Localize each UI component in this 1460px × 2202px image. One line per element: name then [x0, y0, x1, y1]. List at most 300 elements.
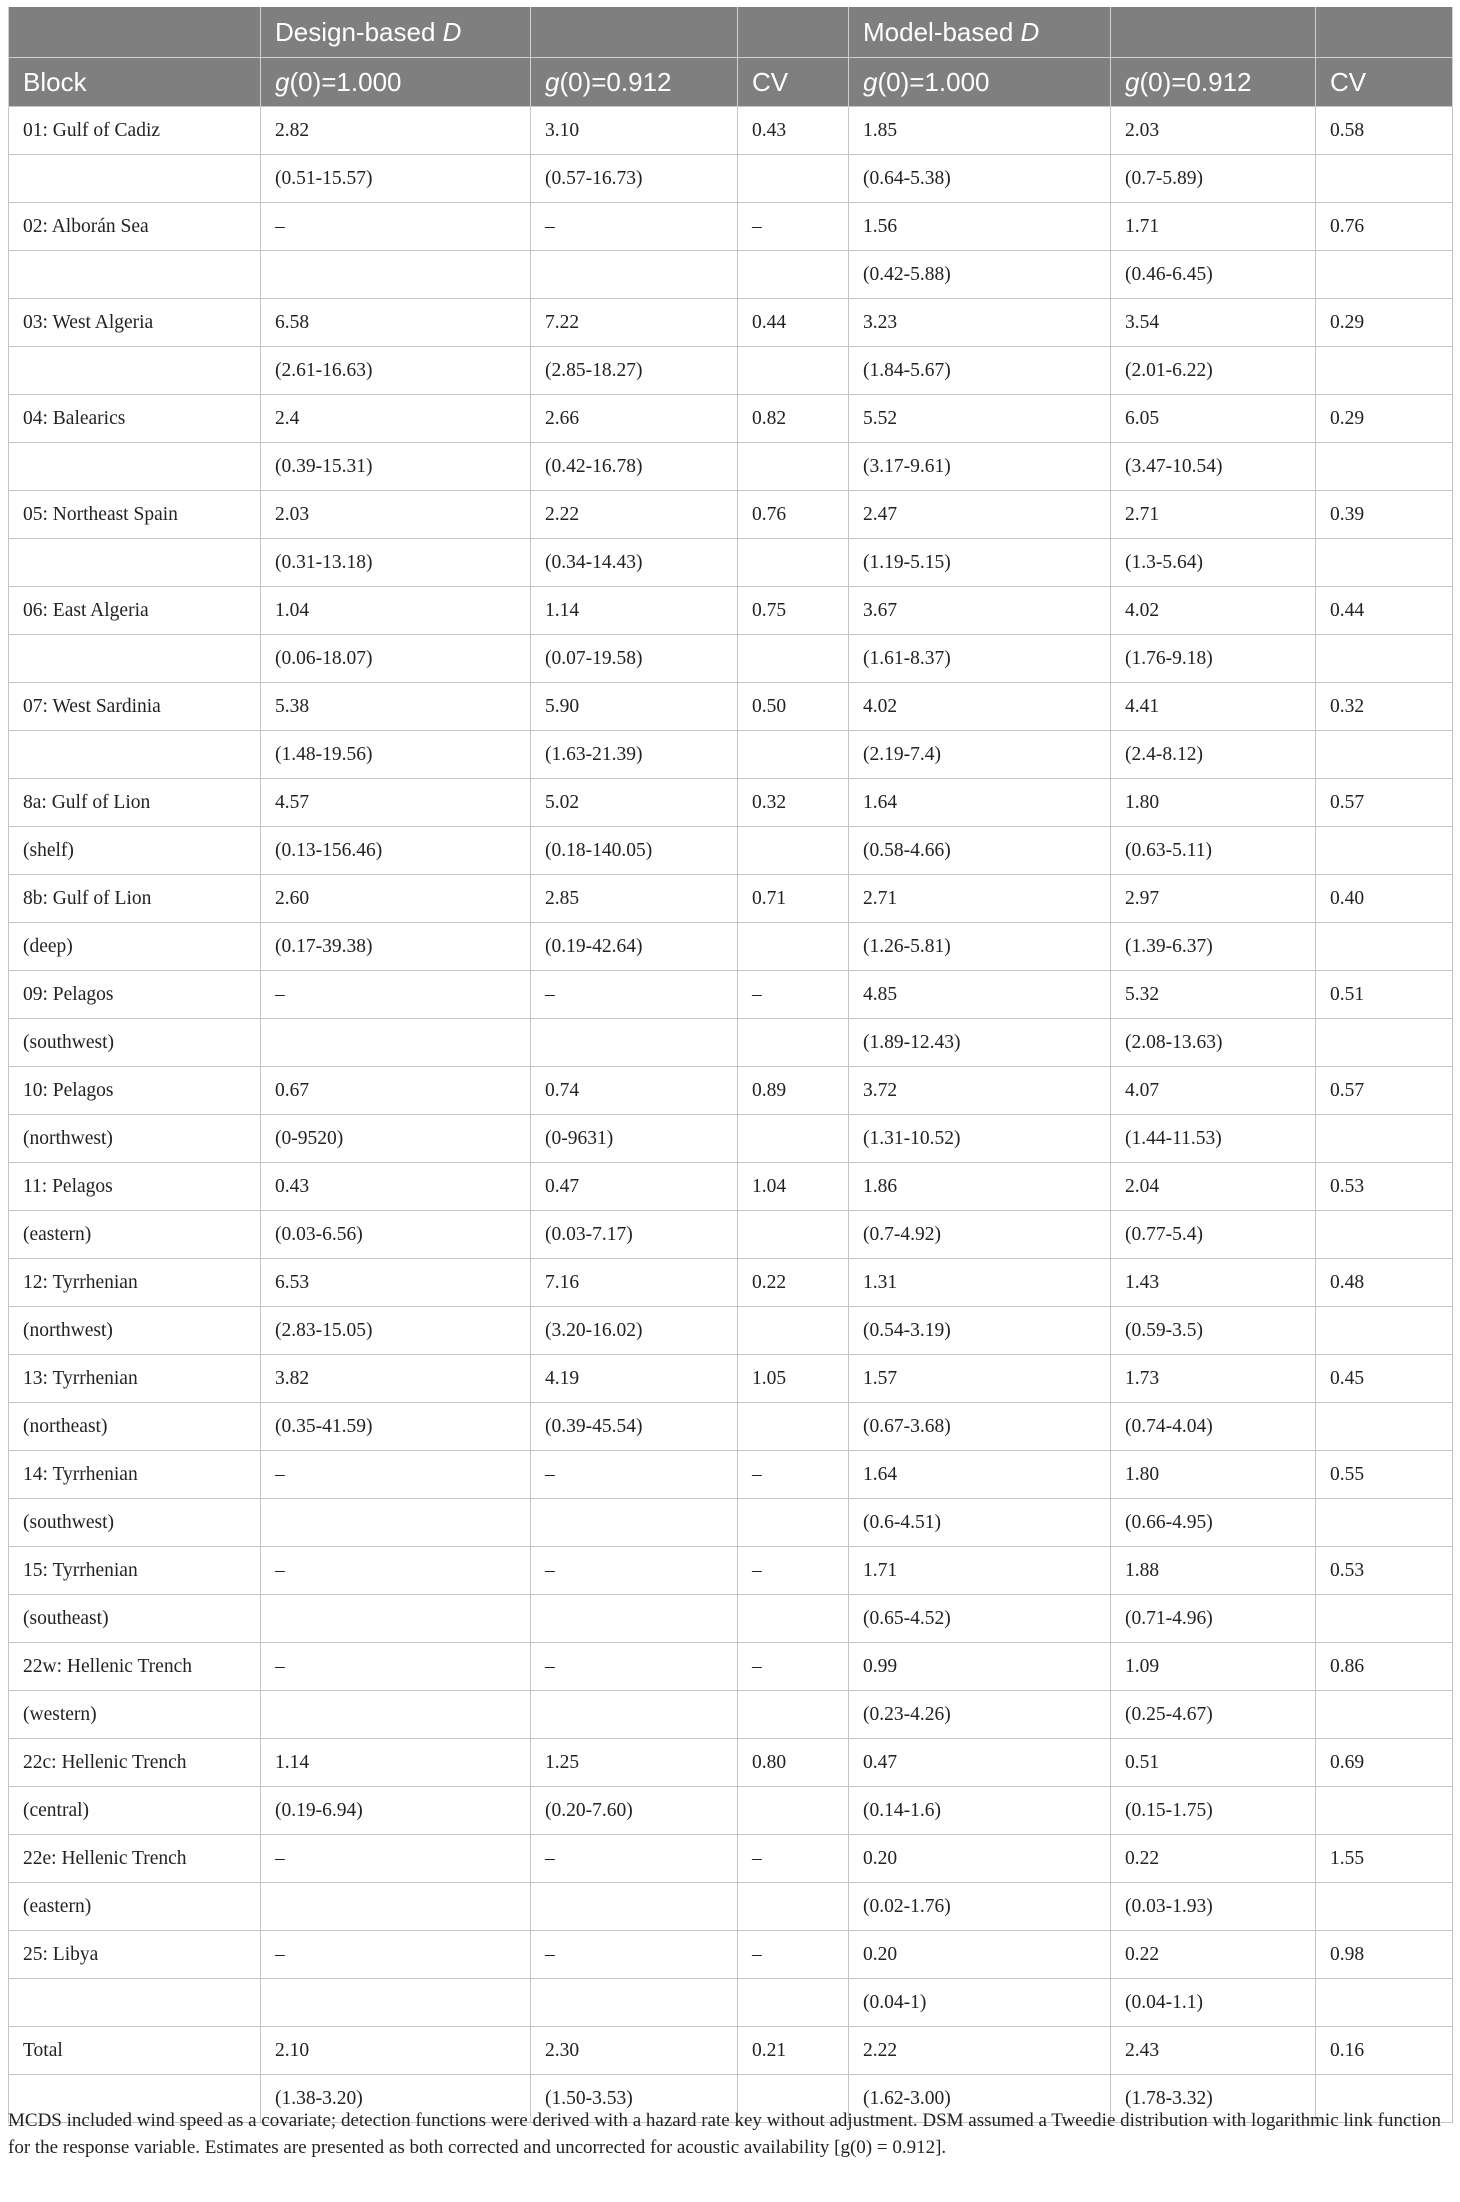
cell-design-cv: 0.32 — [738, 779, 849, 827]
cell-block: (northwest) — [9, 1307, 261, 1355]
cell-design-g1: (0.51-15.57) — [261, 155, 531, 203]
cell-design-g1: (1.48-19.56) — [261, 731, 531, 779]
cell-design-cv — [738, 1307, 849, 1355]
cell-model-cv — [1316, 539, 1453, 587]
cell-block: (southwest) — [9, 1019, 261, 1067]
cell-model-g2: 1.80 — [1111, 1451, 1316, 1499]
cell-design-g2: 3.10 — [531, 107, 738, 155]
cell-block: 07: West Sardinia — [9, 683, 261, 731]
cell-design-g2: 2.30 — [531, 2027, 738, 2075]
cell-model-g2: (0.25-4.67) — [1111, 1691, 1316, 1739]
cell-model-cv — [1316, 1211, 1453, 1259]
cell-design-cv — [738, 1115, 849, 1163]
table-row — [9, 491, 1453, 539]
cell-model-cv: 0.76 — [1316, 203, 1453, 251]
cell-design-g2: (0.19-42.64) — [531, 923, 738, 971]
cell-design-g1: 2.82 — [261, 107, 531, 155]
cell-model-cv — [1316, 1307, 1453, 1355]
cell-design-cv: – — [738, 971, 849, 1019]
cell-design-g1 — [261, 1019, 531, 1067]
cell-model-cv — [1316, 731, 1453, 779]
cell-design-g1 — [261, 1595, 531, 1643]
column-header-design-cv: CV — [738, 58, 849, 107]
cell-model-cv — [1316, 1691, 1453, 1739]
cell-model-g1: (1.84-5.67) — [849, 347, 1111, 395]
cell-design-g1: – — [261, 1547, 531, 1595]
group-header-model-based: Model-based D — [849, 7, 1111, 58]
cell-design-g1: 4.57 — [261, 779, 531, 827]
cell-model-g1: (1.61-8.37) — [849, 635, 1111, 683]
cell-design-cv — [738, 1019, 849, 1067]
cell-design-cv — [738, 635, 849, 683]
table-row — [9, 1499, 1453, 1547]
cell-block: 12: Tyrrhenian — [9, 1259, 261, 1307]
cell-model-g2: 2.43 — [1111, 2027, 1316, 2075]
cell-block: 15: Tyrrhenian — [9, 1547, 261, 1595]
cell-model-g2: (0.7-5.89) — [1111, 155, 1316, 203]
cell-model-g1: (0.14-1.6) — [849, 1787, 1111, 1835]
cell-design-g1: 6.58 — [261, 299, 531, 347]
cell-model-g2: (0.04-1.1) — [1111, 1979, 1316, 2027]
cell-model-cv — [1316, 1787, 1453, 1835]
cell-model-cv: 0.53 — [1316, 1163, 1453, 1211]
table-row — [9, 1547, 1453, 1595]
column-header-block: Block — [9, 58, 261, 107]
cell-model-g1: (0.7-4.92) — [849, 1211, 1111, 1259]
cell-design-g2: 0.47 — [531, 1163, 738, 1211]
cell-design-g1: 2.60 — [261, 875, 531, 923]
cell-design-g1: 0.67 — [261, 1067, 531, 1115]
cell-model-g1: (1.62-3.00) — [849, 2075, 1111, 2123]
group-header-block — [9, 7, 261, 58]
cell-model-g1: (0.04-1) — [849, 1979, 1111, 2027]
cell-design-g1 — [261, 1883, 531, 1931]
cell-design-g2: (0-9631) — [531, 1115, 738, 1163]
table-row — [9, 1403, 1453, 1451]
cell-design-g1: (2.83-15.05) — [261, 1307, 531, 1355]
cell-model-g1: 5.52 — [849, 395, 1111, 443]
cell-design-g2: – — [531, 1931, 738, 1979]
cell-design-g2: – — [531, 971, 738, 1019]
cell-design-g2: 0.74 — [531, 1067, 738, 1115]
table-row — [9, 203, 1453, 251]
cell-design-g2: 5.02 — [531, 779, 738, 827]
cell-design-cv: 0.44 — [738, 299, 849, 347]
cell-block: 25: Libya — [9, 1931, 261, 1979]
cell-model-g1: 1.64 — [849, 779, 1111, 827]
cell-model-g2: (0.46-6.45) — [1111, 251, 1316, 299]
cell-model-g1: 1.31 — [849, 1259, 1111, 1307]
cell-model-g1: (1.19-5.15) — [849, 539, 1111, 587]
table-row — [9, 875, 1453, 923]
cell-model-cv: 0.69 — [1316, 1739, 1453, 1787]
cell-design-cv: – — [738, 203, 849, 251]
table-row — [9, 731, 1453, 779]
cell-design-g1: (0-9520) — [261, 1115, 531, 1163]
cell-model-cv: 0.29 — [1316, 395, 1453, 443]
cell-model-g2: (1.3-5.64) — [1111, 539, 1316, 587]
cell-model-g2: (0.66-4.95) — [1111, 1499, 1316, 1547]
table-row — [9, 251, 1453, 299]
cell-design-g2 — [531, 1595, 738, 1643]
cell-model-g1: 1.71 — [849, 1547, 1111, 1595]
cell-model-g1: (0.23-4.26) — [849, 1691, 1111, 1739]
cell-design-g2: (0.18-140.05) — [531, 827, 738, 875]
cell-model-g2: 0.22 — [1111, 1835, 1316, 1883]
cell-model-cv — [1316, 827, 1453, 875]
cell-model-g2: 1.88 — [1111, 1547, 1316, 1595]
table-row — [9, 1451, 1453, 1499]
table-row — [9, 1595, 1453, 1643]
cell-model-cv: 0.45 — [1316, 1355, 1453, 1403]
cell-model-cv — [1316, 635, 1453, 683]
cell-model-g1: 1.85 — [849, 107, 1111, 155]
cell-model-g2: 2.04 — [1111, 1163, 1316, 1211]
column-header-model-cv: CV — [1316, 58, 1453, 107]
table-row — [9, 1691, 1453, 1739]
cell-model-cv: 0.53 — [1316, 1547, 1453, 1595]
table-row — [9, 1211, 1453, 1259]
cell-design-g1: 1.14 — [261, 1739, 531, 1787]
cell-model-g1: 3.23 — [849, 299, 1111, 347]
cell-block — [9, 731, 261, 779]
table-row — [9, 107, 1453, 155]
cell-block: (eastern) — [9, 1883, 261, 1931]
table-row — [9, 1739, 1453, 1787]
cell-model-cv: 0.16 — [1316, 2027, 1453, 2075]
cell-block: 03: West Algeria — [9, 299, 261, 347]
cell-design-g1: – — [261, 1835, 531, 1883]
cell-block: 8a: Gulf of Lion — [9, 779, 261, 827]
table-row — [9, 1019, 1453, 1067]
cell-design-g2: (3.20-16.02) — [531, 1307, 738, 1355]
table-row — [9, 1067, 1453, 1115]
cell-design-cv — [738, 347, 849, 395]
cell-block: 14: Tyrrhenian — [9, 1451, 261, 1499]
cell-design-g1: (0.39-15.31) — [261, 443, 531, 491]
table-row — [9, 1931, 1453, 1979]
cell-design-cv — [738, 1787, 849, 1835]
column-header-design-g2: g(0)=0.912 — [531, 58, 738, 107]
cell-block: 01: Gulf of Cadiz — [9, 107, 261, 155]
cell-model-g1: (0.54-3.19) — [849, 1307, 1111, 1355]
group-header-empty — [531, 7, 738, 58]
cell-block: 22w: Hellenic Trench — [9, 1643, 261, 1691]
cell-model-g2: 2.97 — [1111, 875, 1316, 923]
cell-model-cv — [1316, 1115, 1453, 1163]
cell-block: (central) — [9, 1787, 261, 1835]
cell-design-cv — [738, 731, 849, 779]
cell-design-g2: (2.85-18.27) — [531, 347, 738, 395]
cell-design-g1: 5.38 — [261, 683, 531, 731]
abundance-table — [8, 7, 1453, 2123]
cell-design-g2: (0.03-7.17) — [531, 1211, 738, 1259]
cell-model-cv — [1316, 923, 1453, 971]
cell-design-cv: 0.75 — [738, 587, 849, 635]
cell-model-cv: 0.98 — [1316, 1931, 1453, 1979]
cell-design-g2: 1.14 — [531, 587, 738, 635]
cell-design-cv — [738, 1499, 849, 1547]
cell-block: 22e: Hellenic Trench — [9, 1835, 261, 1883]
cell-design-g2: 1.25 — [531, 1739, 738, 1787]
cell-block — [9, 251, 261, 299]
cell-model-g1: (0.6-4.51) — [849, 1499, 1111, 1547]
cell-model-g2: (1.44-11.53) — [1111, 1115, 1316, 1163]
cell-model-cv: 0.57 — [1316, 1067, 1453, 1115]
cell-design-cv: 0.21 — [738, 2027, 849, 2075]
cell-model-g2: 3.54 — [1111, 299, 1316, 347]
cell-design-g2: (0.39-45.54) — [531, 1403, 738, 1451]
cell-model-cv: 0.29 — [1316, 299, 1453, 347]
cell-design-g2: – — [531, 1835, 738, 1883]
cell-model-g2: (0.74-4.04) — [1111, 1403, 1316, 1451]
cell-design-g1: (0.06-18.07) — [261, 635, 531, 683]
cell-block: (northeast) — [9, 1403, 261, 1451]
cell-model-cv — [1316, 1403, 1453, 1451]
cell-block: (southeast) — [9, 1595, 261, 1643]
cell-design-g2: (0.34-14.43) — [531, 539, 738, 587]
cell-model-g1: (0.64-5.38) — [849, 155, 1111, 203]
cell-design-g2: 7.16 — [531, 1259, 738, 1307]
cell-design-cv: – — [738, 1835, 849, 1883]
cell-model-g1: (0.42-5.88) — [849, 251, 1111, 299]
table-row — [9, 539, 1453, 587]
cell-model-cv — [1316, 1595, 1453, 1643]
table-row — [9, 827, 1453, 875]
cell-block: 05: Northeast Spain — [9, 491, 261, 539]
cell-design-g1: – — [261, 1643, 531, 1691]
cell-block: 11: Pelagos — [9, 1163, 261, 1211]
table-row — [9, 1307, 1453, 1355]
column-header-design-g1: g(0)=1.000 — [261, 58, 531, 107]
cell-model-g2: (1.76-9.18) — [1111, 635, 1316, 683]
cell-design-g2: (0.07-19.58) — [531, 635, 738, 683]
cell-model-g2: 1.43 — [1111, 1259, 1316, 1307]
cell-model-g1: 2.22 — [849, 2027, 1111, 2075]
cell-model-g2: 4.07 — [1111, 1067, 1316, 1115]
cell-model-g2: 4.02 — [1111, 587, 1316, 635]
cell-design-g2 — [531, 1499, 738, 1547]
table-row — [9, 1163, 1453, 1211]
cell-design-cv: 0.22 — [738, 1259, 849, 1307]
cell-design-cv — [738, 155, 849, 203]
cell-model-cv: 0.55 — [1316, 1451, 1453, 1499]
cell-model-g2: (2.4-8.12) — [1111, 731, 1316, 779]
cell-model-cv: 0.39 — [1316, 491, 1453, 539]
cell-design-g1: (0.19-6.94) — [261, 1787, 531, 1835]
cell-design-cv: – — [738, 1643, 849, 1691]
cell-model-g1: 0.99 — [849, 1643, 1111, 1691]
cell-design-cv: – — [738, 1931, 849, 1979]
table-row — [9, 1979, 1453, 2027]
cell-block — [9, 155, 261, 203]
column-header-row — [9, 58, 1453, 107]
cell-design-g1: 2.10 — [261, 2027, 531, 2075]
cell-model-g2: (0.15-1.75) — [1111, 1787, 1316, 1835]
cell-design-g1: (0.03-6.56) — [261, 1211, 531, 1259]
cell-model-g1: (1.89-12.43) — [849, 1019, 1111, 1067]
group-header-empty — [1316, 7, 1453, 58]
cell-design-g1 — [261, 1691, 531, 1739]
cell-model-cv: 0.44 — [1316, 587, 1453, 635]
cell-design-g1: (0.13-156.46) — [261, 827, 531, 875]
cell-block: 06: East Algeria — [9, 587, 261, 635]
cell-model-g2: 1.71 — [1111, 203, 1316, 251]
cell-design-g2: – — [531, 1547, 738, 1595]
cell-model-g2: (1.39-6.37) — [1111, 923, 1316, 971]
cell-block — [9, 1979, 261, 2027]
table-row — [9, 395, 1453, 443]
cell-model-cv: 0.40 — [1316, 875, 1453, 923]
cell-model-cv — [1316, 347, 1453, 395]
cell-design-g1: 0.43 — [261, 1163, 531, 1211]
cell-model-g2: (3.47-10.54) — [1111, 443, 1316, 491]
cell-design-g1: – — [261, 1931, 531, 1979]
cell-model-cv — [1316, 1499, 1453, 1547]
cell-design-cv — [738, 251, 849, 299]
cell-block: 09: Pelagos — [9, 971, 261, 1019]
cell-model-g2: (2.08-13.63) — [1111, 1019, 1316, 1067]
table-row — [9, 443, 1453, 491]
cell-model-g2: 2.71 — [1111, 491, 1316, 539]
cell-design-cv — [738, 443, 849, 491]
cell-design-cv — [738, 827, 849, 875]
cell-design-g2: – — [531, 203, 738, 251]
cell-design-cv — [738, 1979, 849, 2027]
table-header — [9, 7, 1453, 107]
cell-design-cv: 0.50 — [738, 683, 849, 731]
cell-model-g1: 1.86 — [849, 1163, 1111, 1211]
cell-design-g2: 4.19 — [531, 1355, 738, 1403]
cell-model-g1: 3.67 — [849, 587, 1111, 635]
cell-design-g2: 2.66 — [531, 395, 738, 443]
table-row — [9, 347, 1453, 395]
cell-design-g2: 2.85 — [531, 875, 738, 923]
cell-model-g1: (0.58-4.66) — [849, 827, 1111, 875]
cell-block: (eastern) — [9, 1211, 261, 1259]
cell-design-g2 — [531, 1019, 738, 1067]
group-header-empty — [738, 7, 849, 58]
cell-model-g1: 0.47 — [849, 1739, 1111, 1787]
table-row — [9, 1787, 1453, 1835]
cell-model-g2: (0.63-5.11) — [1111, 827, 1316, 875]
cell-design-g1: 3.82 — [261, 1355, 531, 1403]
cell-design-g2: – — [531, 1451, 738, 1499]
cell-design-cv — [738, 1211, 849, 1259]
cell-block: (northwest) — [9, 1115, 261, 1163]
cell-design-g2 — [531, 1883, 738, 1931]
cell-design-cv: 1.04 — [738, 1163, 849, 1211]
table-row — [9, 155, 1453, 203]
cell-design-g1: (2.61-16.63) — [261, 347, 531, 395]
cell-model-cv: 1.55 — [1316, 1835, 1453, 1883]
cell-model-g2: (0.71-4.96) — [1111, 1595, 1316, 1643]
cell-design-g1: – — [261, 203, 531, 251]
cell-model-g2: 0.51 — [1111, 1739, 1316, 1787]
cell-model-g2: 0.22 — [1111, 1931, 1316, 1979]
cell-model-g1: 0.20 — [849, 1835, 1111, 1883]
cell-design-cv — [738, 1403, 849, 1451]
table-row — [9, 1835, 1453, 1883]
cell-block: 8b: Gulf of Lion — [9, 875, 261, 923]
cell-model-cv — [1316, 155, 1453, 203]
cell-design-g2 — [531, 1979, 738, 2027]
cell-model-g2: (1.78-3.32) — [1111, 2075, 1316, 2123]
cell-design-cv: 0.80 — [738, 1739, 849, 1787]
column-header-model-g1: g(0)=1.000 — [849, 58, 1111, 107]
cell-model-g2: 2.03 — [1111, 107, 1316, 155]
cell-block: 13: Tyrrhenian — [9, 1355, 261, 1403]
table-row — [9, 1883, 1453, 1931]
cell-model-g1: 3.72 — [849, 1067, 1111, 1115]
table-row — [9, 923, 1453, 971]
cell-model-g1: 2.71 — [849, 875, 1111, 923]
cell-design-cv: 0.89 — [738, 1067, 849, 1115]
cell-block: 02: Alborán Sea — [9, 203, 261, 251]
cell-design-g1: 1.04 — [261, 587, 531, 635]
table-row — [9, 587, 1453, 635]
cell-design-g2 — [531, 1691, 738, 1739]
cell-block: 22c: Hellenic Trench — [9, 1739, 261, 1787]
cell-model-cv — [1316, 1883, 1453, 1931]
cell-model-g2: 1.09 — [1111, 1643, 1316, 1691]
cell-model-g2: 5.32 — [1111, 971, 1316, 1019]
cell-design-g2: (1.50-3.53) — [531, 2075, 738, 2123]
cell-design-cv: 0.43 — [738, 107, 849, 155]
cell-design-g1: 2.4 — [261, 395, 531, 443]
cell-design-g1: 2.03 — [261, 491, 531, 539]
cell-design-cv: 0.76 — [738, 491, 849, 539]
cell-model-g1: (3.17-9.61) — [849, 443, 1111, 491]
cell-block: (western) — [9, 1691, 261, 1739]
table-row — [9, 299, 1453, 347]
cell-design-g1: 6.53 — [261, 1259, 531, 1307]
cell-model-g1: 0.20 — [849, 1931, 1111, 1979]
cell-design-g1 — [261, 1499, 531, 1547]
cell-design-cv — [738, 1691, 849, 1739]
cell-model-cv — [1316, 251, 1453, 299]
cell-block: (deep) — [9, 923, 261, 971]
cell-model-g1: (0.65-4.52) — [849, 1595, 1111, 1643]
cell-model-g1: 2.47 — [849, 491, 1111, 539]
cell-model-g2: 6.05 — [1111, 395, 1316, 443]
cell-block — [9, 635, 261, 683]
cell-design-g1 — [261, 251, 531, 299]
table-row — [9, 635, 1453, 683]
cell-block: 10: Pelagos — [9, 1067, 261, 1115]
cell-design-g2: (0.57-16.73) — [531, 155, 738, 203]
table-row — [9, 971, 1453, 1019]
cell-design-g2 — [531, 251, 738, 299]
cell-block — [9, 539, 261, 587]
cell-model-g2: 1.73 — [1111, 1355, 1316, 1403]
cell-model-g1: (2.19-7.4) — [849, 731, 1111, 779]
cell-design-g2: (0.20-7.60) — [531, 1787, 738, 1835]
cell-model-g1: 4.85 — [849, 971, 1111, 1019]
cell-design-g1: – — [261, 1451, 531, 1499]
cell-model-cv: 0.51 — [1316, 971, 1453, 1019]
cell-model-g1: 1.56 — [849, 203, 1111, 251]
cell-design-cv — [738, 539, 849, 587]
cell-design-cv: 1.05 — [738, 1355, 849, 1403]
cell-model-cv — [1316, 1979, 1453, 2027]
cell-model-g1: 1.57 — [849, 1355, 1111, 1403]
table-row — [9, 1643, 1453, 1691]
cell-model-cv — [1316, 443, 1453, 491]
column-header-model-g2: g(0)=0.912 — [1111, 58, 1316, 107]
table-row — [9, 1115, 1453, 1163]
cell-design-g2: 2.22 — [531, 491, 738, 539]
